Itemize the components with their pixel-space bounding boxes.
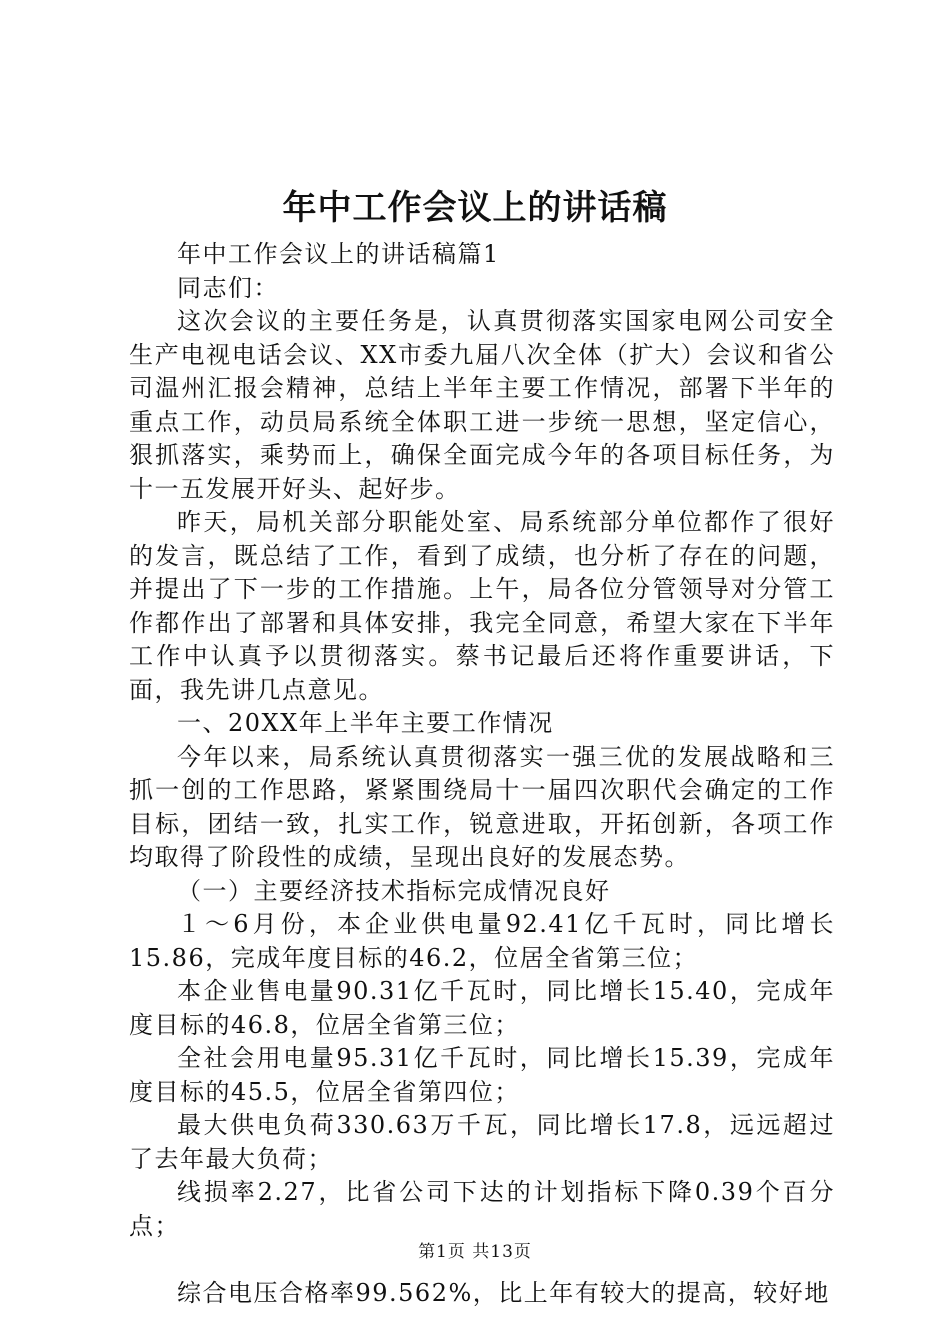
paragraph: １～6月份，本企业供电量92.41亿千瓦时，同比增长15.86，完成年度目标的46.2，位居全省第三位； [129,910,835,972]
paragraph: 线损率2.27，比省公司下达的计划指标下降0.39个百分点； [129,1178,835,1240]
page-number: 第1页 共13页 [418,1242,532,1262]
paragraph: 昨天，局机关部分职能处室、局系统部分单位都作了很好的发言，既总结了工作，看到了成绩，也分析了存在的问题，并提出了下一步的工作措施。上午，局各位分管领导对分管工作都作出了部署和具体安排，我完全同意，希望大家在下半年工作中认真予以贯彻落实。蔡书记最后还将作重要讲话，下面，我先讲几点意见。 [129,508,835,704]
paragraph: 这次会议的主要任务是，认真贯彻落实国家电网公司安全生产电视电话会议、XX市委九届八次全体（扩大）会议和省公司温州汇报会精神，总结上半年主要工作情况，部署下半年的重点工作，动员局系统全体职工进一步统一思想，坚定信心，狠抓落实，乘势而上，确保全面完成今年的各项目标任务，为十一五发展开好头、起好步。 [129,307,835,503]
paragraph: 最大供电负荷330.63万千瓦，同比增长17.8，远远超过了去年最大负荷； [129,1111,835,1173]
paragraph: 全社会用电量95.31亿千瓦时，同比增长15.39，完成年度目标的45.5，位居全省第四位； [129,1044,835,1106]
document-body [129,238,835,1311]
section-heading: 年中工作会议上的讲话稿篇1 [177,240,500,268]
paragraph: 今年以来，局系统认真贯彻落实一强三优的发展战略和三抓一创的工作思路，紧紧围绕局十一届四次职代会确定的工作目标，团结一致，扎实工作，锐意进取，开拓创新，各项工作均取得了阶段性的成绩，呈现出良好的发展态势。 [129,742,835,871]
document-title: 年中工作会议上的讲话稿 [282,188,668,228]
paragraph: 综合电压合格率99.562%，比上年有较大的提高，较好地 [177,1279,830,1307]
salutation: 同志们： [177,273,279,302]
section-heading: 一、20XX年上半年主要工作情况 [177,709,554,737]
subsection-heading: （一）主要经济技术指标完成情况良好 [177,876,611,905]
paragraph: 本企业售电量90.31亿千瓦时，同比增长15.40，完成年度目标的46.8，位居全省第三位； [129,977,835,1039]
